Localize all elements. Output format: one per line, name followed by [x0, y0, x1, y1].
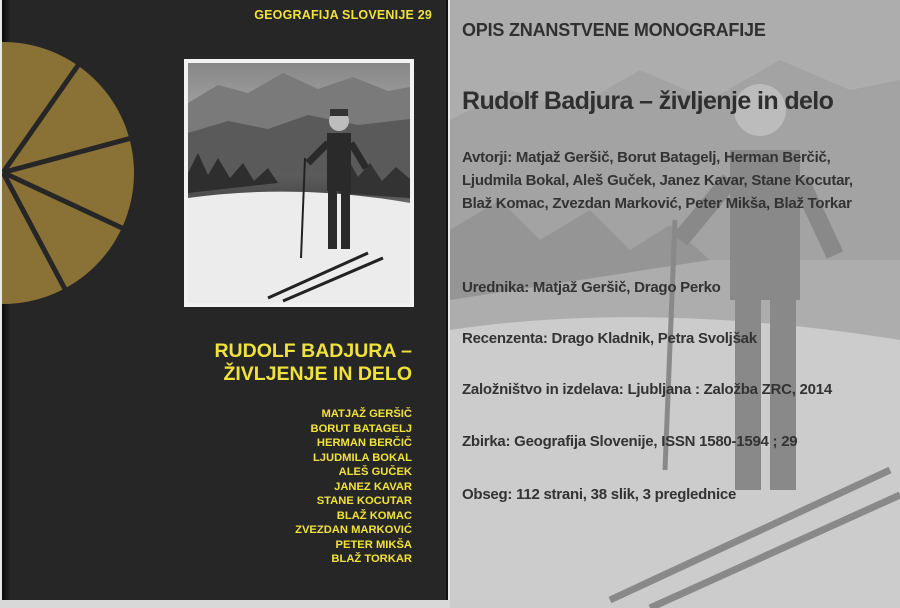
- cover-author: MATJAŽ GERŠIČ: [321, 408, 412, 420]
- cover-title-line-2: ŽIVLJENJE IN DELO: [223, 363, 412, 385]
- cover-author: ALEŠ GUČEK: [338, 466, 412, 478]
- description-panel: [450, 0, 900, 608]
- description-publisher: Založništvo in izdelava: Ljubljana : Založba ZRC, 2014: [462, 381, 832, 398]
- description-series: Zbirka: Geografija Slovenije, ISSN 1580-1594 ; 29: [462, 433, 798, 450]
- cover-face: [2, 0, 448, 600]
- description-extent: Obseg: 112 strani, 38 slik, 3 preglednice: [462, 486, 737, 503]
- skier-photo: [188, 63, 410, 303]
- cover-authors-list: [295, 407, 412, 567]
- skier-photo-illustration: [188, 63, 410, 303]
- cover-title: [214, 340, 412, 386]
- description-heading: OPIS ZNANSTVENE MONOGRAFIJE: [462, 20, 766, 40]
- description-authors: Avtorji: Matjaž Geršič, Borut Batagelj, Herman Berčič, Ljudmila Bokal, Aleš Guček, Janez Kavar, Stane Kocutar, Blaž Komac, Zvezdan Marković, Peter Mikša, Blaž Torkar: [462, 149, 853, 212]
- cover-title-line-1: RUDOLF BADJURA –: [214, 340, 412, 362]
- description-editors: Urednika: Matjaž Geršič, Drago Perko: [462, 279, 721, 296]
- description-title: Rudolf Badjura – življenje in delo: [462, 87, 834, 115]
- cover-author: BORUT BATAGELJ: [310, 422, 412, 435]
- description-reviewers: Recenzenta: Drago Kladnik, Petra Svoljšak: [462, 330, 757, 347]
- cover-author: PETER MIKŠA: [335, 538, 412, 551]
- cover-author: JANEZ KAVAR: [334, 480, 412, 493]
- cover-author: HERMAN BERČIČ: [316, 437, 412, 449]
- cover-photo-frame: [184, 59, 414, 307]
- cover-series-label: GEOGRAFIJA SLOVENIJE 29: [254, 8, 432, 22]
- cover-author: LJUDMILA BOKAL: [312, 451, 412, 464]
- cover-author: STANE KOCUTAR: [316, 495, 412, 507]
- cover-bottom-edge: [0, 600, 450, 608]
- cover-author: BLAŽ TORKAR: [331, 553, 412, 565]
- gold-wheel-emblem: [2, 42, 134, 304]
- cover-author: BLAŽ KOMAC: [336, 509, 412, 522]
- cover-author: ZVEZDAN MARKOVIĆ: [295, 524, 412, 536]
